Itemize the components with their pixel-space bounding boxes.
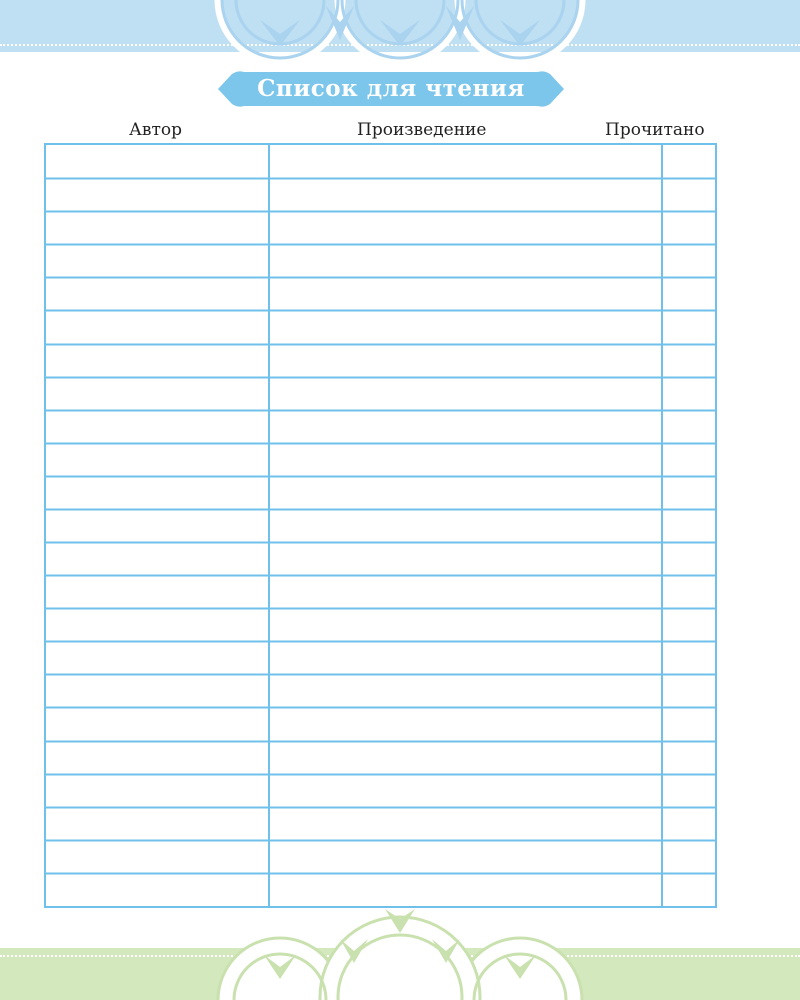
page-title: Список для чтения (257, 75, 525, 102)
column-header-read: Прочитано (605, 120, 705, 140)
bottom-lace-ornament (200, 905, 600, 1000)
table-grid-lines (46, 145, 715, 906)
column-header-work: Произведение (357, 120, 487, 140)
top-lace-ornament (200, 0, 600, 70)
reading-list-table (44, 143, 717, 908)
column-header-author: Автор (129, 120, 182, 140)
